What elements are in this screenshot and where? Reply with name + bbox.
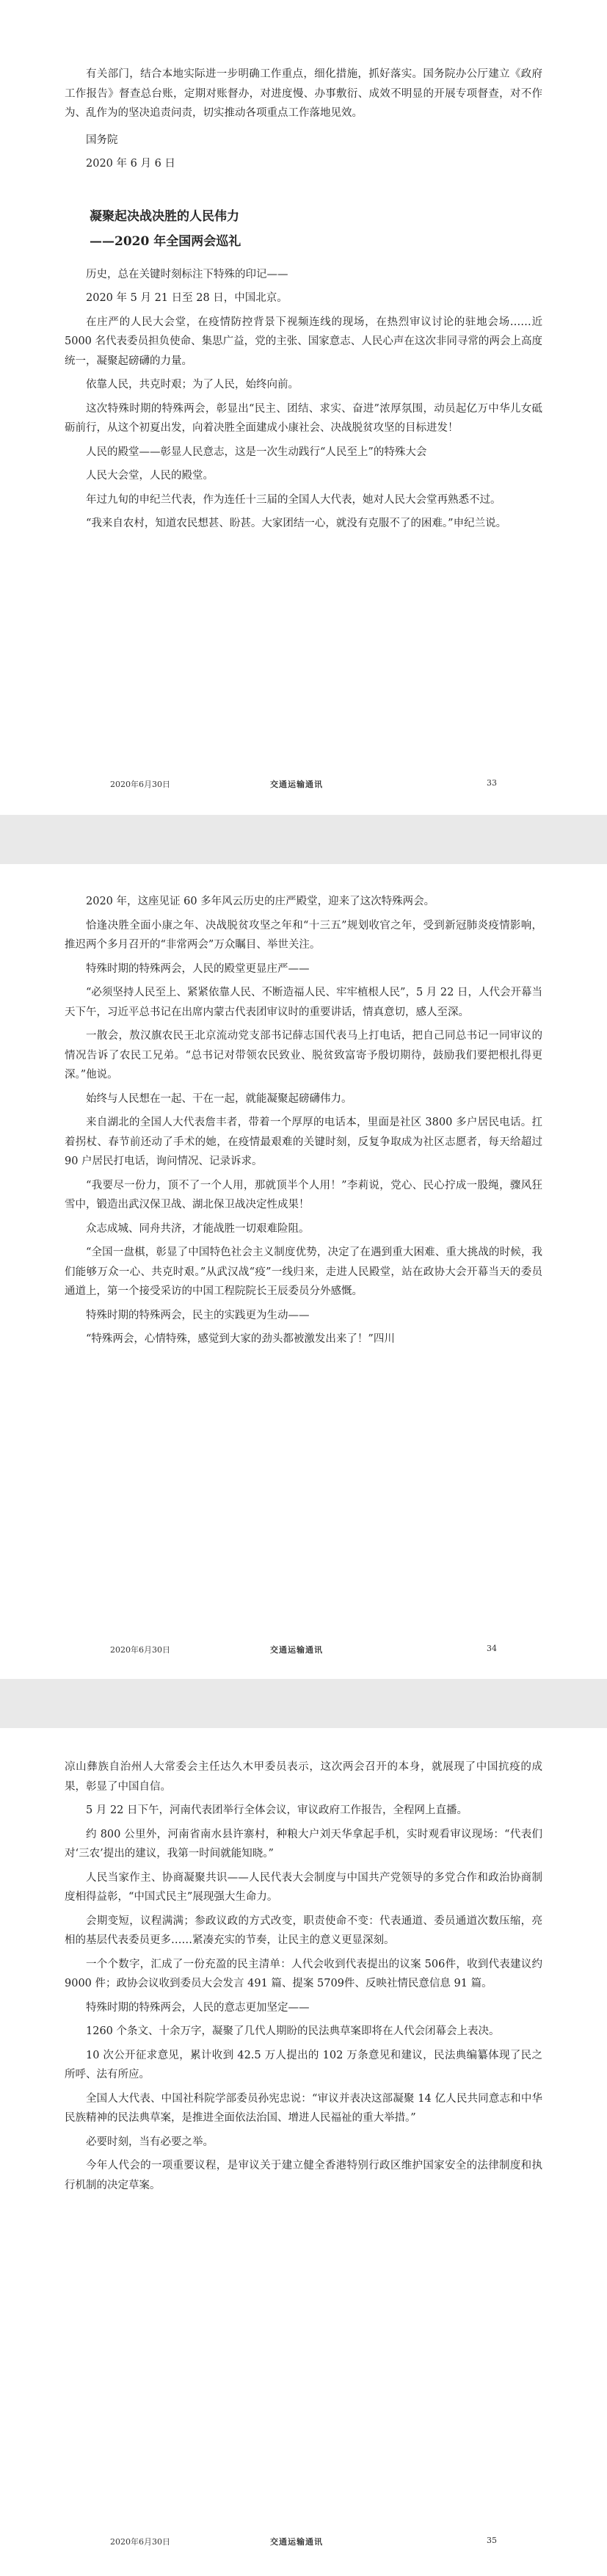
paragraph: “我来自农村，知道农民想甚、盼甚。大家团结一心，就没有克服不了的困难。”申纪兰说。 xyxy=(86,518,507,529)
signature: 国务院 xyxy=(86,134,118,146)
page-33-body xyxy=(65,65,542,538)
section-heading: 特殊时期的特殊两会，人民的意志更加坚定—— xyxy=(86,2001,310,2014)
paragraph: 2020 年，这座见证 60 多年风云历史的庄严殿堂，迎来了这次特殊两会。 xyxy=(86,896,435,907)
page-35-body xyxy=(65,1757,542,2199)
paragraph: “特殊两会，心情特殊，感觉到大家的劲头都被激发出来了！”四川 xyxy=(86,1333,395,1345)
paragraph: 年过九旬的申纪兰代表，作为连任十三届的全国人大代表，她对人民大会堂再熟悉不过。 xyxy=(86,493,501,506)
section-heading: 特殊时期的特殊两会，人民的殿堂更显庄严—— xyxy=(86,962,310,975)
paragraph: 全国人大代表、中国社科院学部委员孙宪忠说：“审议并表决这部凝聚 14 亿人民共同意志和中华民族精神的民法典草案，是推进全面依法治国、增进人民福祉的重大举措。” xyxy=(65,2092,542,2124)
paragraph: 1260 个条文、十余万字，凝聚了几代人期盼的民法典草案即将在人代会闭幕会上表决。 xyxy=(86,2025,500,2037)
page-number: 34 xyxy=(487,1644,497,1653)
paragraph: 始终与人民想在一起、干在一起，就能凝聚起磅礴伟力。 xyxy=(86,1092,352,1105)
section-heading: 特殊时期的特殊两会，民主的实践更为生动—— xyxy=(86,1309,310,1321)
footer-date: 2020年6月30日 xyxy=(110,2537,170,2547)
paragraph: 一个个数字，汇成了一份充盈的民主清单：人代会收到代表提出的议案 506件，收到代表建议约 9000 件；政协会议收到委员大会发言 491 篇、提案 5709件、反映社情民意信息 91 篇。 xyxy=(65,1958,542,1989)
paragraph: “全国一盘棋，彰显了中国特色社会主义制度优势，决定了在遇到重大困难、重大挑战的时候，我们能够万众一心、共克时艰。”从武汉战“疫”一线归来，走进人民殿堂，站在政协大会开幕当天的委员通道上，第一个接受采访的中国工程院院长王辰委员分外感慨。 xyxy=(65,1247,542,1297)
page-34-body xyxy=(65,892,542,1354)
paragraph: 2020 年 5 月 21 日至 28 日，中国北京。 xyxy=(86,292,288,304)
paragraph: 会期变短，议程满满；参政议政的方式改变，职责使命不变：代表通道、委员通道次数压缩，亮相的基层代表委员更多……紧凑充实的节奏，让民主的意义更显深刻。 xyxy=(65,1915,542,1946)
paragraph: 凉山彝族自治州人大常委会主任达久木甲委员表示，这次两会召开的本身，就展现了中国抗疫的成果，彰显了中国自信。 xyxy=(65,1761,542,1793)
document-page-33 xyxy=(0,0,607,815)
paragraph: 今年人代会的一项重要议程，是审议关于建立健全香港特别行政区维护国家安全的法律制度和执行机制的决定草案。 xyxy=(65,2160,542,2191)
section-heading: 人民的殿堂——彰显人民意志，这是一次生动践行“人民至上”的特殊大会 xyxy=(86,446,427,458)
paragraph: 历史，总在关键时刻标注下特殊的印记—— xyxy=(86,268,288,280)
paragraph: 恰逢决胜全面小康之年、决战脱贫攻坚之年和“十三五”规划收官之年，受到新冠肺炎疫情影响，推迟两个多月召开的“非常两会”万众瞩目、举世关注。 xyxy=(65,919,542,951)
document-page-35 xyxy=(0,1728,607,2576)
paragraph: “我要尽一份力，顶不了一个人用，那就顶半个人用！”李莉说，党心、民心拧成一股绳，骤风狂雪中，锻造出武汉保卫战、湖北保卫战决定性成果！ xyxy=(65,1179,542,1211)
document-page-34 xyxy=(0,864,607,1679)
paragraph: 人民大会堂，人民的殿堂。 xyxy=(86,470,214,482)
article-title: 凝聚起决战决胜的人民伟力 xyxy=(90,208,239,224)
paragraph: 一散会，敖汉旗农民王北京流动党支部书记薛志国代表马上打电话，把自己同总书记一同审议的情况告诉了农民工兄弟。“总书记对带领农民致业、脱贫致富寄予殷切期待，鼓励我们要把根扎得更深。”他说。 xyxy=(65,1030,542,1081)
footer-date: 2020年6月30日 xyxy=(110,780,170,789)
signature-date: 2020 年 6 月 6 日 xyxy=(86,158,175,170)
paragraph: 在庄严的人民大会堂，在疫情防控背景下视频连线的现场，在热烈审议讨论的驻地会场……近 5000 名代表委员担负使命、集思广益，党的主张、国家意志、人民心声在这次非同寻常的两会上高度统一，凝聚起磅礴的力量。 xyxy=(65,316,542,367)
paragraph: 5 月 22 日下午，河南代表团举行全体会议，审议政府工作报告，全程网上直播。 xyxy=(86,1804,468,1816)
paragraph: 必要时刻，当有必要之举。 xyxy=(86,2136,214,2148)
page-number: 33 xyxy=(487,778,497,788)
paragraph: 10 次公开征求意见，累计收到 42.5 万人提出的 102 万条意见和建议，民法典编纂体现了民之所呼、法有所应。 xyxy=(65,2049,542,2080)
paragraph: 依靠人民，共克时艰；为了人民，始终向前。 xyxy=(86,379,299,391)
footer-publication: 交通运输通讯 xyxy=(270,2537,323,2547)
article-subtitle: ——2020 年全国两会巡礼 xyxy=(90,233,241,249)
footer-publication: 交通运输通讯 xyxy=(270,780,323,789)
page-number: 35 xyxy=(487,2536,497,2545)
paragraph: 众志成城、同舟共济，才能战胜一切艰难险阻。 xyxy=(86,1222,310,1235)
paragraph: 有关部门，结合本地实际进一步明确工作重点，细化措施，抓好落实。国务院办公厅建立《政府工作报告》督查总台账，定期对账督办，对进度慢、办事敷衍、成效不明显的开展专项督查，对不作为、乱作为的坚决追责问责，切实推动各项重点工作落地见效。 xyxy=(65,68,542,119)
paragraph: 这次特殊时期的特殊两会，彰显出“民主、团结、求实、奋进”浓厚氛围，动员起亿万中华儿女砥砺前行，从这个初夏出发，向着决胜全面建成小康社会、决战脱贫攻坚的目标进发！ xyxy=(65,402,542,434)
paragraph: 来自湖北的全国人大代表詹丰者，带着一个厚厚的电话本，里面是社区 3800 多户居民电话。扛着拐杖、春节前还动了手术的她，在疫情最艰难的关键时刻，反复争取成为社区志愿者，每天给超过 90 户居民打电话，询问情况、记录诉求。 xyxy=(65,1117,542,1167)
paragraph: 约 800 公里外，河南省南水县许寨村，种粮大户刘天华拿起手机，实时观看审议现场：“代表们对‘三农’提出的建议，我第一时间就能知晓。” xyxy=(65,1828,542,1860)
footer-publication: 交通运输通讯 xyxy=(270,1645,323,1655)
footer-date: 2020年6月30日 xyxy=(110,1645,170,1655)
paragraph: “必须坚持人民至上、紧紧依靠人民、不断造福人民、牢牢植根人民”，5 月 22 日，人代会开幕当天下午，习近平总书记在出席内蒙古代表团审议时的重要讲话，情真意切，感人至深。 xyxy=(65,987,542,1018)
paragraph: 人民当家作主、协商凝聚共识——人民代表大会制度与中国共产党领导的多党合作和政治协商制度相得益彰，“中国式民主”展现强大生命力。 xyxy=(65,1871,542,1903)
